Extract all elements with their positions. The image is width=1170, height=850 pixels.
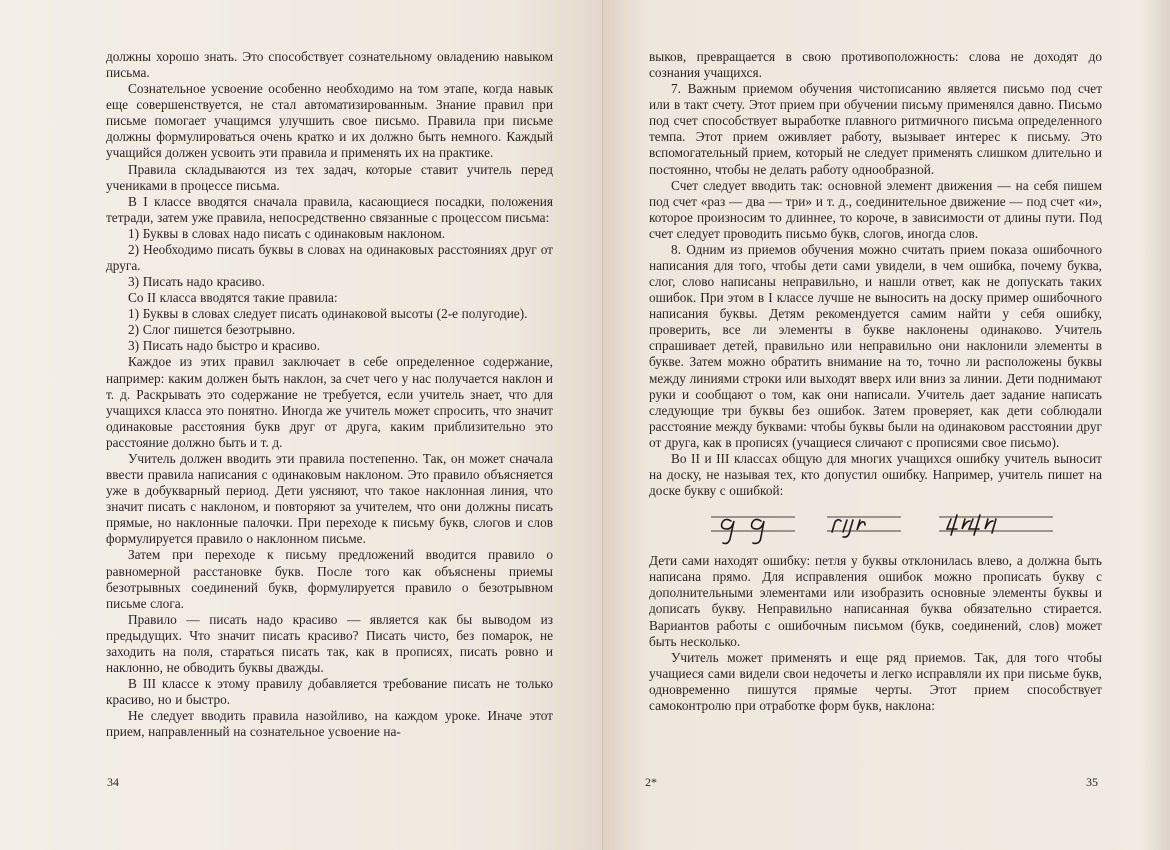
paragraph: 3) Писать надо быстро и красиво. <box>128 338 321 354</box>
signature-mark: 2* <box>645 775 657 789</box>
paragraph: 3) Писать надо красиво. <box>128 274 265 290</box>
right-page <box>603 0 1170 850</box>
paragraph: Каждое из этих правил заключает в себе определенное содержание, например: каким должен быть наклон, за счет чего у нас получается наклон и т. д. Раскрывать это содержание не требуется, если учитель знает, что для учащихся класса это понятно. Иногда же учитель может спросить, что значит одинаковые расстояния букв друг от друга, каким приблизительно это расстояние должно быть и т. д. <box>106 354 553 450</box>
paragraph: должны хорошо знать. Это способствует сознательному овладению навыком письма. <box>106 49 553 81</box>
paragraph: 1) Буквы в словах следует писать одинаковой высоты (2-е полугодие). <box>128 306 528 322</box>
paragraph: Во II и III классах общую для многих учащихся ошибку учитель выносит на доску, не называя тех, кто допустил ошибку. Например, учитель пишет на доске букву с ошибкой: <box>649 450 1102 499</box>
paragraph: 8. Одним из приемов обучения можно считать прием показа ошибочного написания для того, чтобы дети сами увидели, в чем ошибка, почему буква, слог, слово написаны неправильно, и нашли ответ, как не допускать таких ошибок. При этом в I классе лучше не выносить на доску пример ошибочного написания буквы. Детям рекомендуется самим найти у себя ошибку, проверить, все ли элементы в букве наклонены одинаково. Учитель спрашивает детей, правильно или неправильно они наклонили элементы в букве. Затем можно обратить внимание на то, точно ли расположены буквы между линиями строки или выходят вверх или вниз за линии. Дети поднимают руки и сообщают о том, как они написали. Учитель дает задание написать следующие три буквы без ошибок. Затем проверяет, как дети соблюдали расстояние между буквами: чтобы буквы были на одинаковом расстоянии друг от друга, как в прописях (учащиеся сличают с прописями свое письмо). <box>649 241 1102 450</box>
paragraph: Со II класса вводятся такие правила: <box>128 290 338 306</box>
paragraph: Затем при переходе к письму предложений вводится правило о равномерной расстановке букв. После того как объяснены приемы безотрывных соединений букв, формулируется правило о безотрывном письме слога. <box>106 547 553 611</box>
right-page-text <box>649 49 1102 714</box>
paragraph: Счет следует вводить так: основной элемент движения — на себя пишем под счет «раз — два — три» и т. д., соединительное движение — под счет «и», которое произносим то длиннее, то короче, в зависимости от длины пути. Под счет следует проводить письмо букв, слогов, иногда слов. <box>649 177 1102 241</box>
handwriting-error-samples <box>649 507 1102 549</box>
paragraph: Дети сами находят ошибку: петля у буквы отклонилась влево, а должна быть написана прямо. Для исправления ошибок можно прописать букву с дополнительными элементами или изобразить основные элементы буквы и дописать букву. Неправильно написанная буква обязательно стирается. Вариантов работы с ошибочным письмом (букв, соединений, слов) может быть несколько. <box>649 553 1102 649</box>
paragraph: 1) Буквы в словах надо писать с одинаковым наклоном. <box>128 225 446 241</box>
paragraph: В III классе к этому правилу добавляется требование писать не только красиво, но и быстро. <box>106 676 553 708</box>
right-page-number: 35 <box>1086 775 1098 789</box>
paragraph: Учитель должен вводить эти правила постепенно. Так, он может сначала ввести правила написания с одинаковым наклоном. Это правило объясняется уже в добукварный период. Дети уясняют, что такое наклонная линия, что значит писать с наклоном, и повторяют за учителем, что они должны писать прямые, но наклонные палочки. При переходе к письму букв, слогов и слов формулируется правило о наклонном письме. <box>106 450 553 547</box>
left-page-number: 34 <box>107 775 119 789</box>
paragraph: В I классе вводятся сначала правила, касающиеся посадки, положения тетради, затем уже правила, непосредственно связанные с процессом письма: <box>106 193 553 225</box>
paragraph: Учитель может применять и еще ряд приемов. Так, для того чтобы учащиеся сами видели свои недочеты и легко исправляли их при письме букв, одновременно пишутся прямые черты. Этот прием способствует самоконтролю при отработке форм букв, наклона: <box>649 649 1102 713</box>
paragraph: Правила складываются из тех задач, которые ставит учитель перед учениками в процессе письма. <box>106 161 553 193</box>
left-page-text <box>106 49 553 740</box>
paragraph: Не следует вводить правила назойливо, на каждом уроке. Иначе этот прием, направленный на сознательное усвоение на- <box>106 708 553 740</box>
paragraph: выков, превращается в свою противоположность: слова не доходят до сознания учащихся. <box>649 49 1102 81</box>
paragraph: Правило — писать надо красиво — является как бы выводом из предыдущих. Что значит писать красиво? Писать чисто, без помарок, не заходить на поля, стараться писать так, как в прописях, писать ровно и наклонно, не обводить буквы дважды. <box>106 611 553 675</box>
paragraph: 2) Слог пишется безотрывно. <box>128 322 296 338</box>
paragraph: Сознательное усвоение особенно необходимо на том этапе, когда навык еще совершенствуется, не стал автоматизированным. Знание правил при письме помогает учащимся улучшить свое письмо. Правила при письме должны формулироваться очень кратко и их должно быть немного. Каждый учащийся должен усвоить эти правила и применять их на практике. <box>106 81 553 161</box>
paragraph: 2) Необходимо писать буквы в словах на одинаковых расстояниях друг от друга. <box>106 241 553 274</box>
paragraph: 7. Важным приемом обучения чистописанию является письмо под счет или в такт счету. Этот прием при обучении письму применялся давно. Письмо под счет способствует выработке плавного ритмичного письма определенного темпа. Этот прием оживляет работу, вызывает интерес к письму. Это вспомогательный прием, который не следует применять слишком длительно и постоянно, чтобы не делать работу однообразной. <box>649 81 1102 177</box>
handwriting-sample-figure <box>649 507 1102 549</box>
